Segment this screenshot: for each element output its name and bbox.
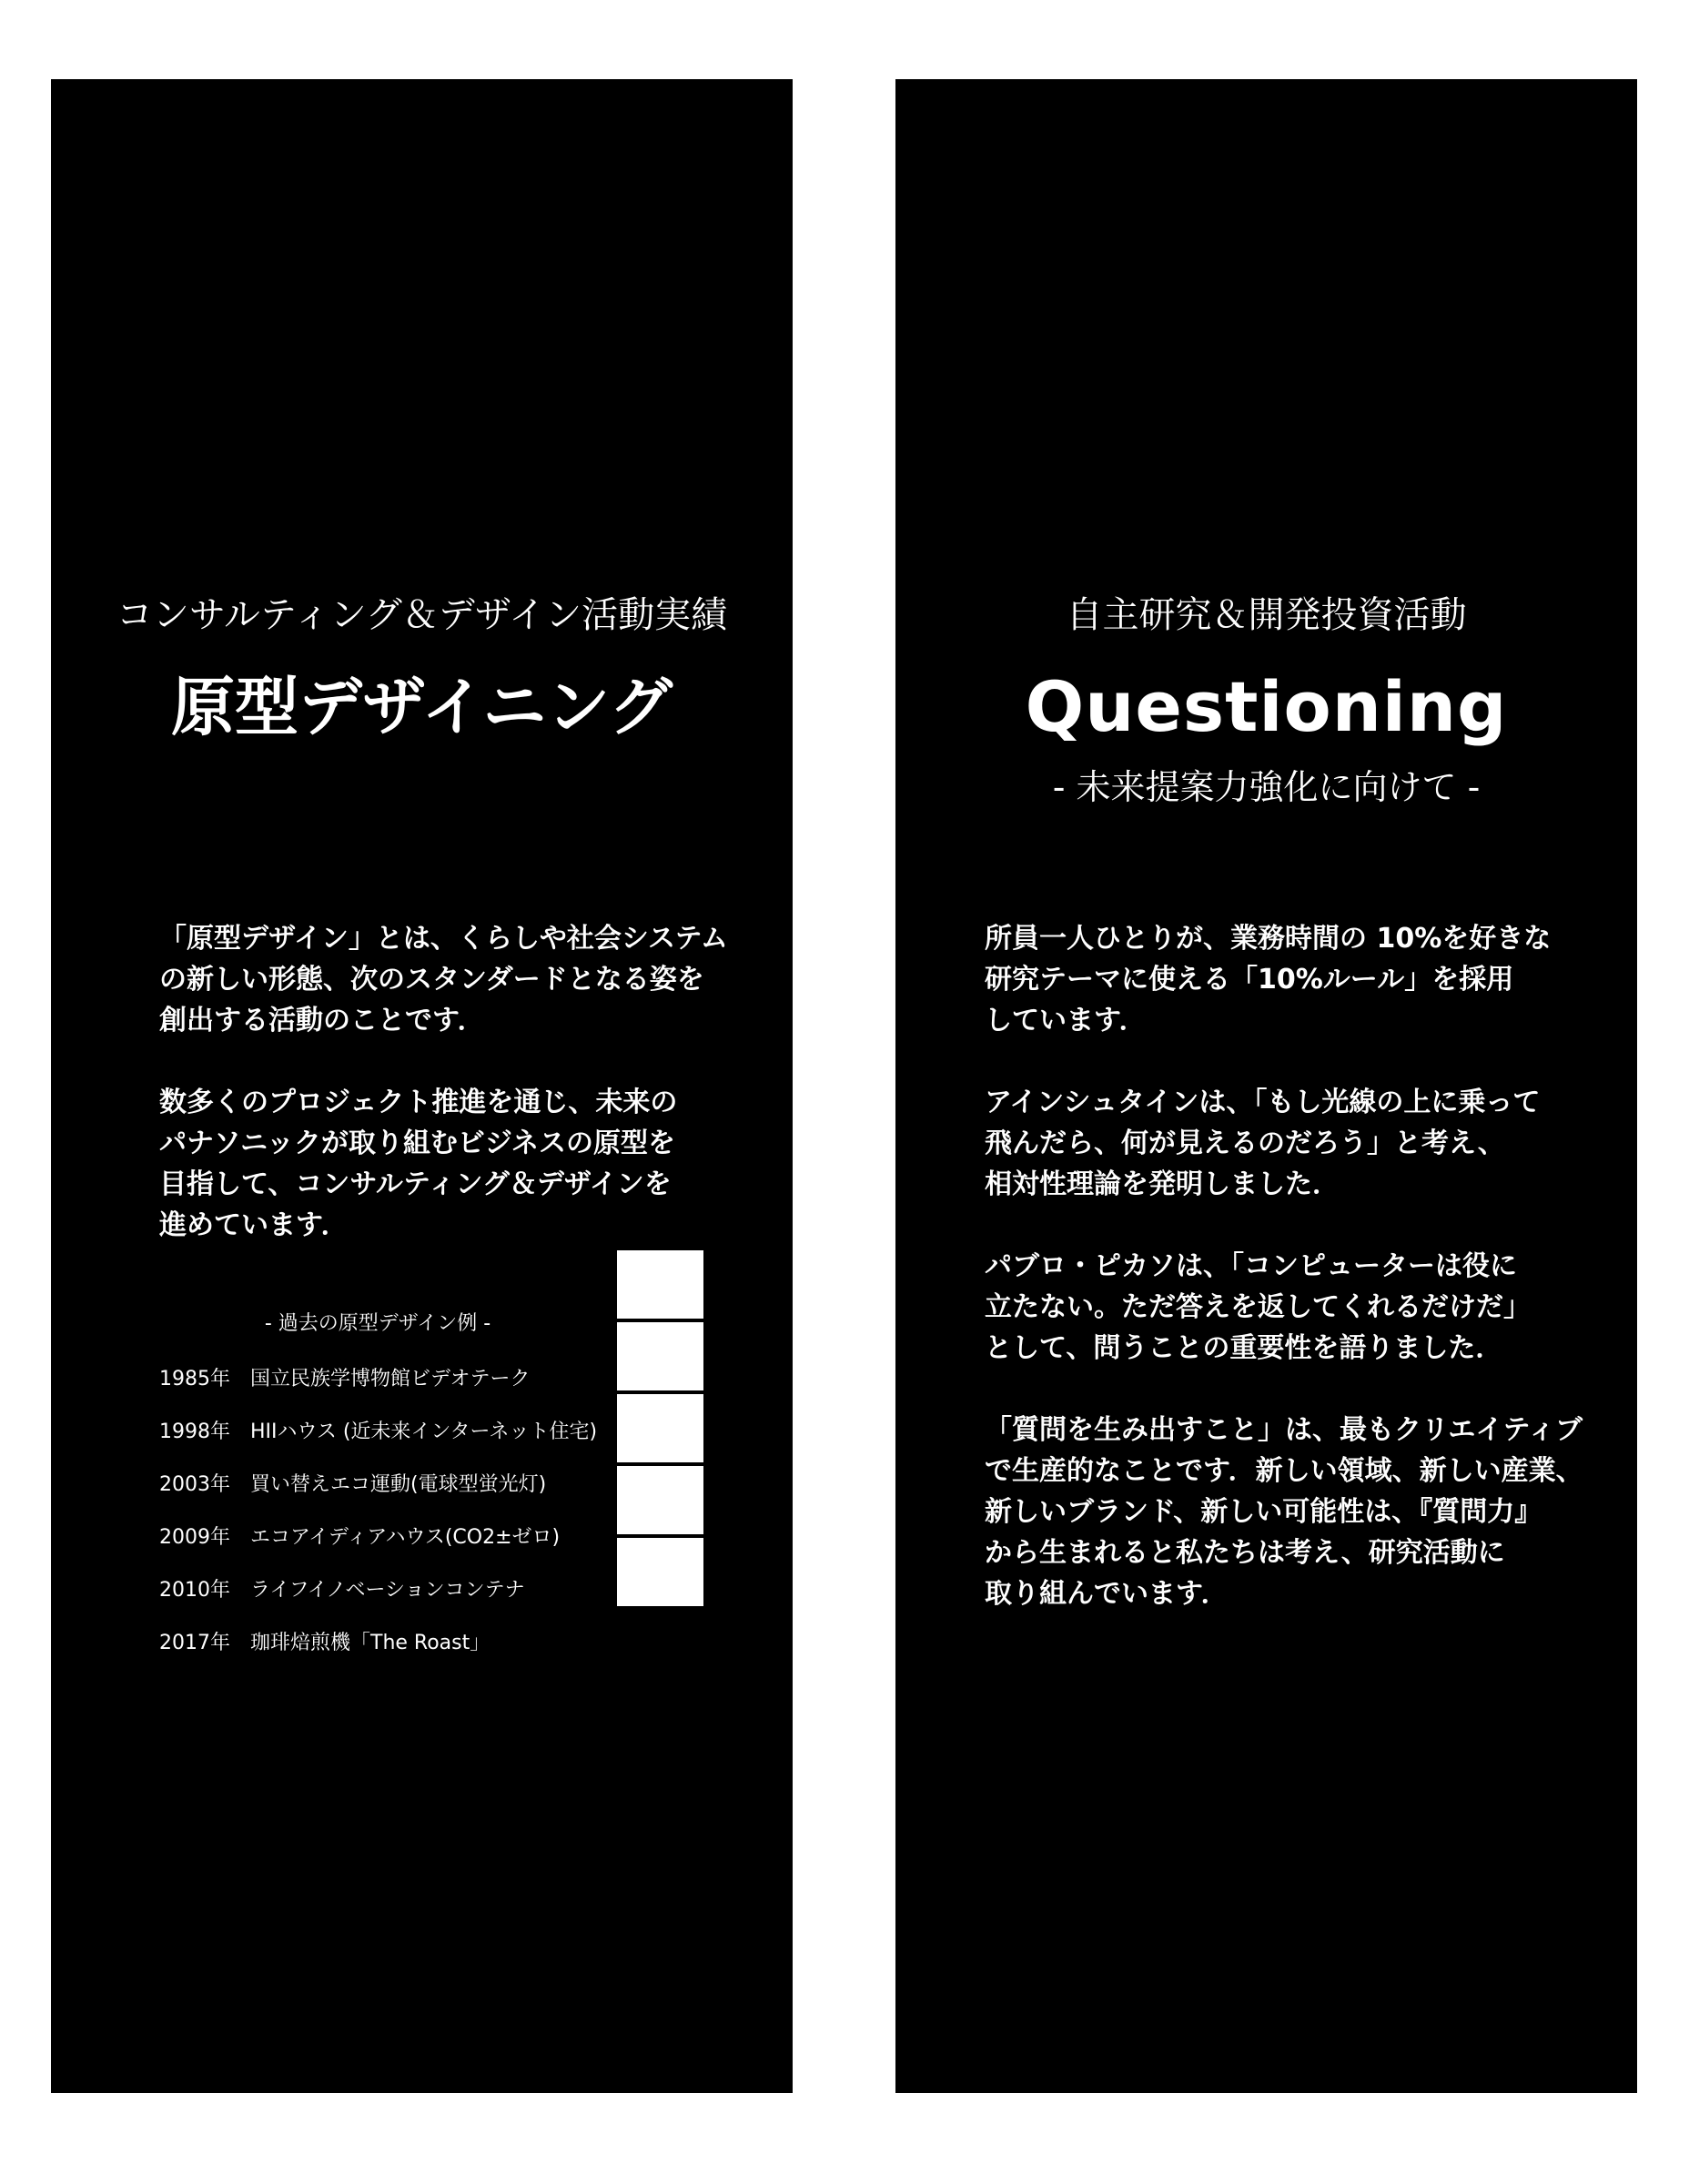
example-thumbnail — [617, 1322, 703, 1390]
right-paragraph-2: アインシュタインは、「もし光線の上に乗って 飛んだら、何が見えるのだろう」と考え、 相対性理論を発明しました． — [985, 1087, 1541, 1200]
example-row — [159, 1577, 669, 1630]
example-row — [159, 1419, 669, 1471]
right-panel — [895, 79, 1637, 2093]
left-panel — [51, 79, 793, 2093]
example-year: 2009年 — [159, 1526, 230, 1549]
example-row — [159, 1471, 669, 1524]
example-row — [159, 1630, 669, 1683]
example-year: 2010年 — [159, 1579, 230, 1602]
example-year: 2017年 — [159, 1632, 230, 1654]
examples-title: - 過去の原型デザイン例 - — [264, 1312, 491, 1335]
right-body — [985, 918, 1585, 1655]
example-year: 1985年 — [159, 1368, 230, 1390]
left-title: 原型デザイニング — [171, 670, 673, 744]
example-name: HIIハウス (近未来インターネット住宅) — [250, 1421, 598, 1443]
example-name: 国立民族学博物館ビデオテーク — [250, 1368, 531, 1390]
left-paragraph-1: 「原型デザイン」とは、くらしや社会システム の新しい形態、次のスタンダードとなる姿を 創出する活動のことです． — [159, 923, 728, 1036]
example-thumbnail — [617, 1466, 703, 1534]
example-name: エコアイディアハウス(CO2±ゼロ) — [250, 1526, 561, 1549]
example-name: 珈琲焙煎機「The Roast」 — [250, 1632, 491, 1654]
examples-list — [159, 1366, 669, 1683]
example-year: 1998年 — [159, 1421, 230, 1443]
right-paragraph-4: 「質問を生み出すこと」は、最もクリエイティブ で生産的なことです．新しい領域、新しい産業、 新しいブランド、新しい可能性は、『質問力』 から生まれると私たちは考え、研究活動に 取り組んでいます． — [985, 1414, 1583, 1610]
example-thumbnail — [617, 1250, 703, 1319]
right-tagline: - 未来提案力強化に向けて - — [1052, 767, 1481, 807]
example-thumbnail — [617, 1394, 703, 1462]
left-subtitle: コンサルティング＆デザイン活動実績 — [116, 594, 728, 636]
example-name: 買い替えエコ運動(電球型蛍光灯) — [250, 1473, 547, 1496]
example-year: 2003年 — [159, 1473, 230, 1496]
right-subtitle: 自主研究＆開発投資活動 — [1066, 594, 1467, 636]
right-paragraph-1: 所員一人ひとりが、業務時間の 10%を好きな 研究テーマに使える「10%ルール」を採用 しています． — [985, 923, 1552, 1036]
example-thumbnails — [617, 1250, 703, 1610]
example-row — [159, 1524, 669, 1577]
left-paragraph-2: 数多くのプロジェクト推進を通じ、未来の パナソニックが取り組むビジネスの原型を 目指して、コンサルティング＆デザインを 進めています． — [159, 1087, 678, 1241]
right-paragraph-3: パブロ・ピカソは、「コンピューターは役に 立たない。ただ答えを返してくれるだけだ」 として、問うことの重要性を語りました． — [985, 1250, 1531, 1364]
left-body — [159, 918, 742, 1287]
example-row — [159, 1366, 669, 1419]
example-name: ライフイノベーションコンテナ — [250, 1579, 525, 1602]
right-title: Questioning — [1025, 666, 1508, 747]
example-thumbnail — [617, 1538, 703, 1606]
